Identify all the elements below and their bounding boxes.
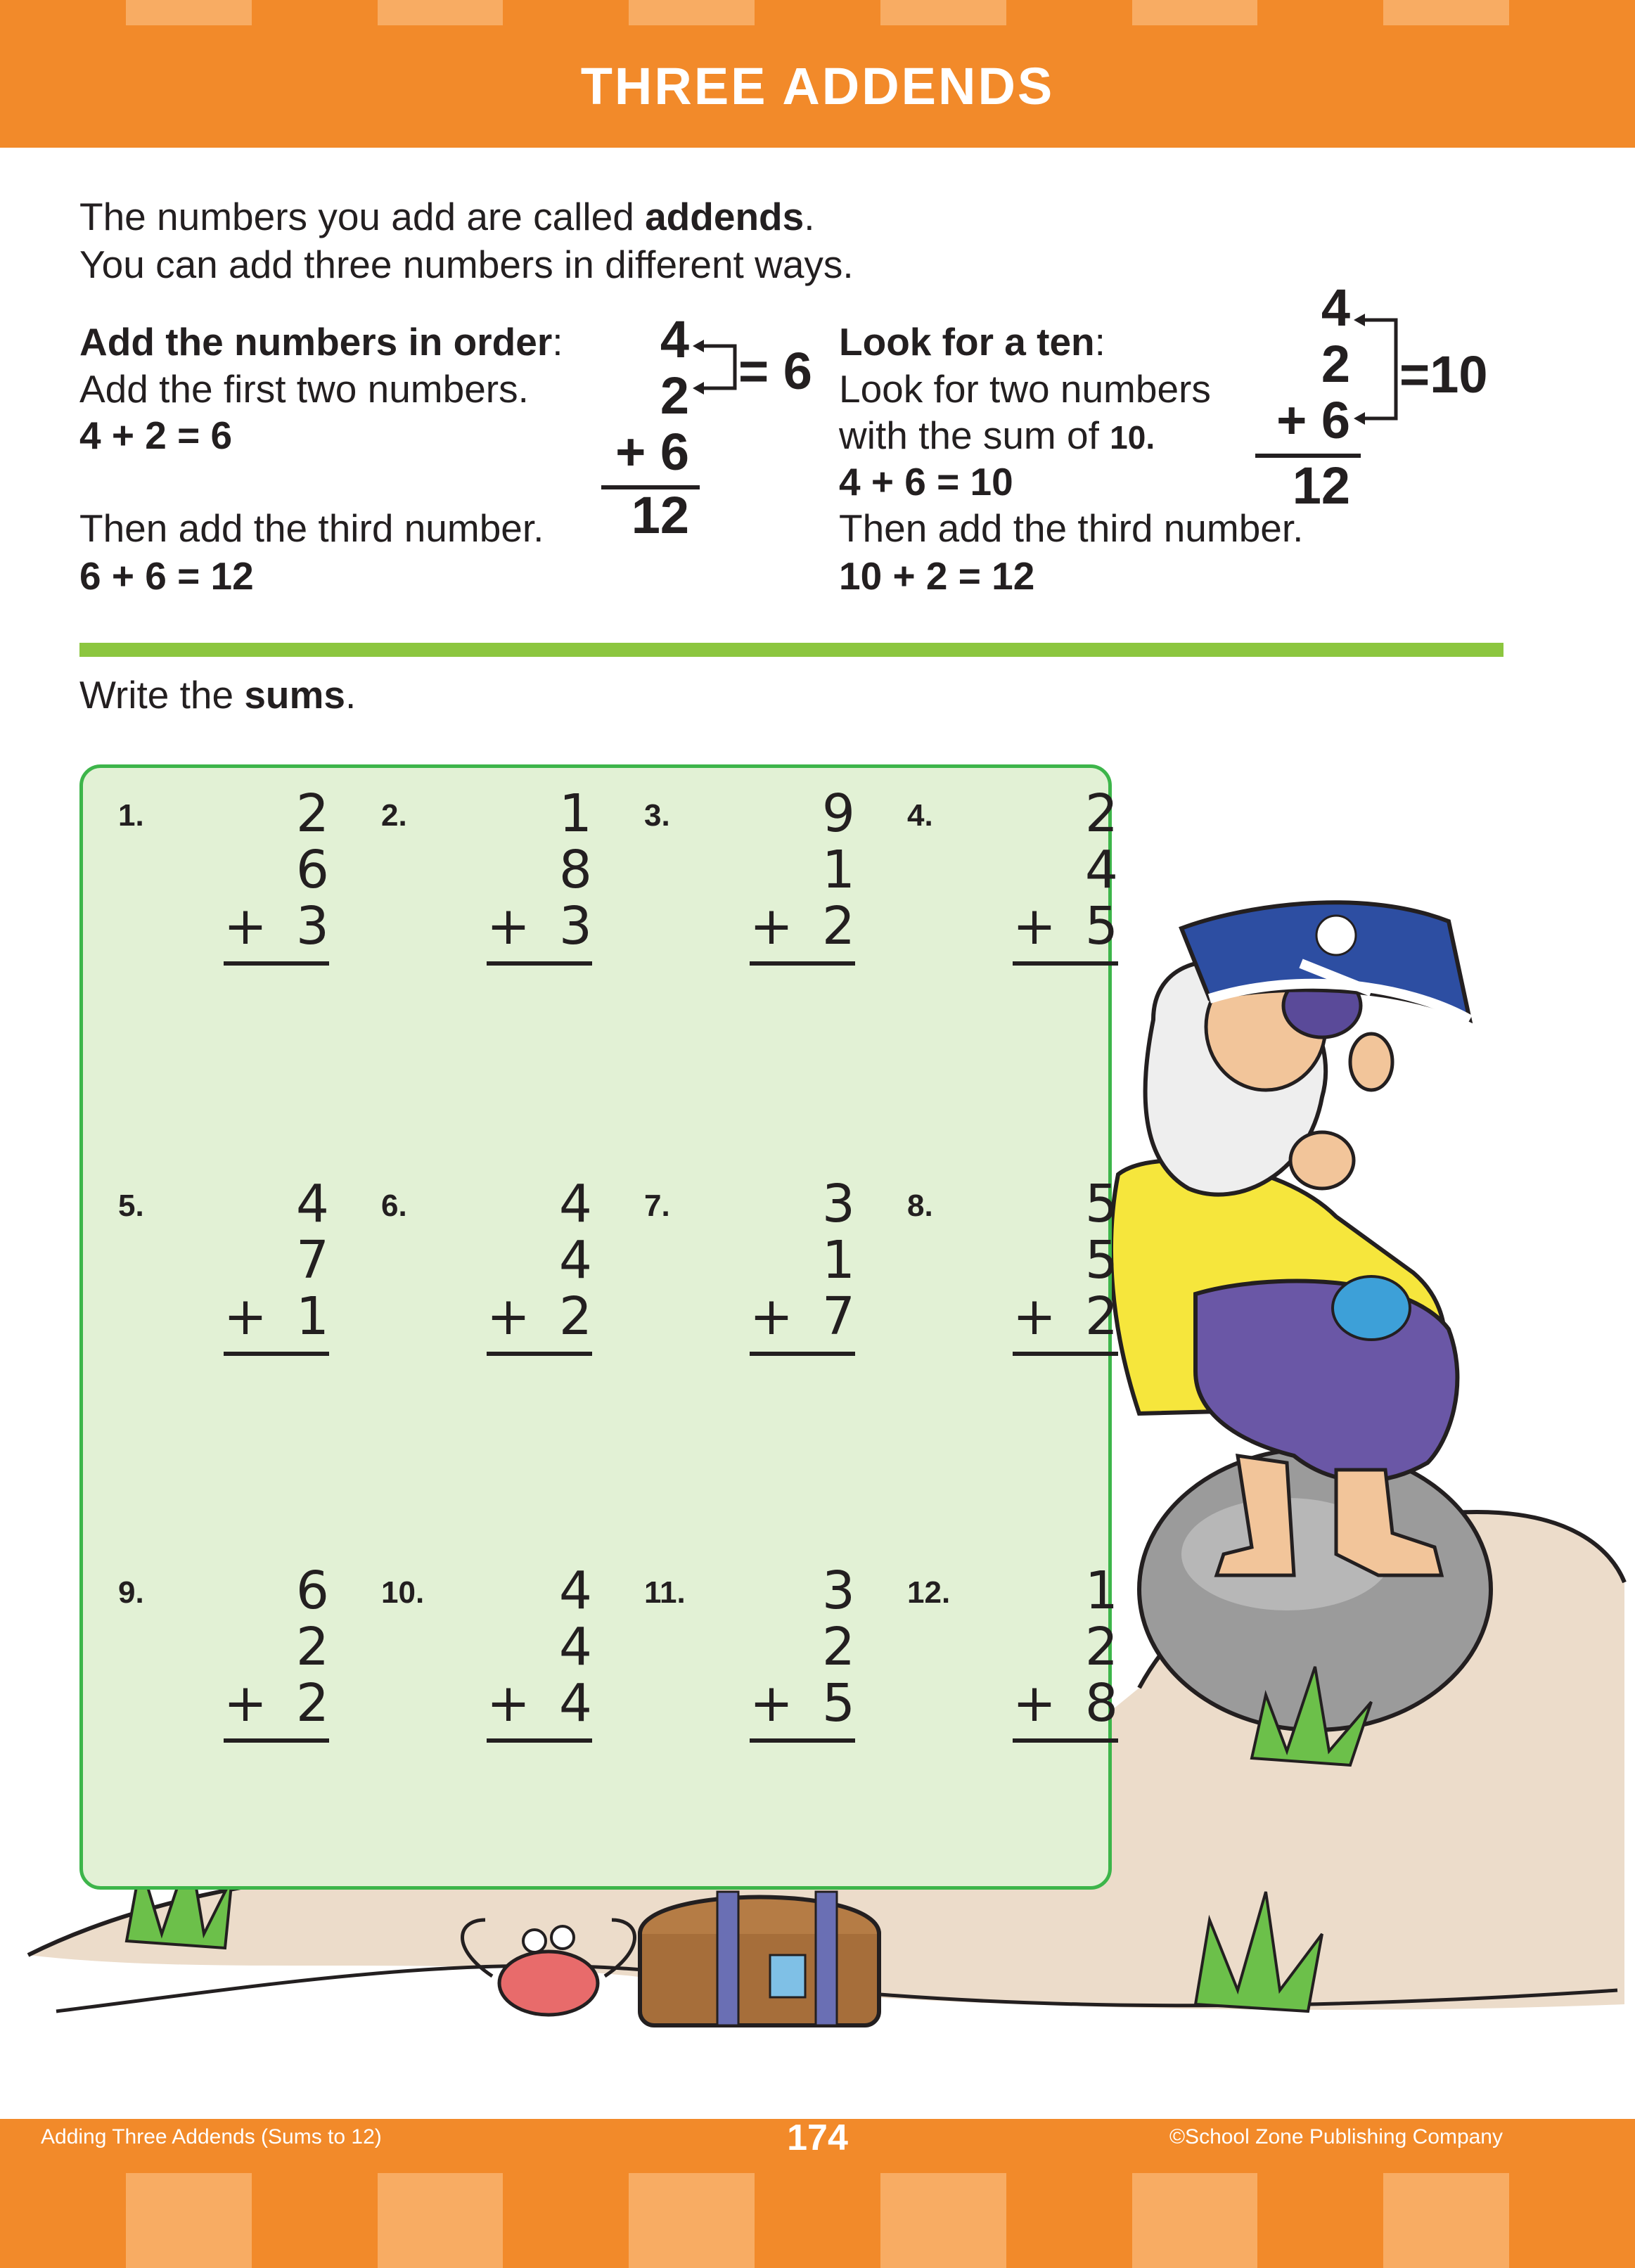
section-divider [79, 643, 1503, 657]
instructions: Write the sums. [79, 673, 357, 717]
ten-stack-1: 4 [1321, 278, 1350, 337]
problem-label: 6. [381, 1189, 407, 1223]
problem-2 [381, 783, 592, 997]
addend-1: 3 [821, 1561, 855, 1621]
checker-cell [755, 0, 880, 25]
addend-3-row [224, 898, 329, 954]
checker-cell [880, 0, 1006, 25]
method-order-eq-1: 4 + 2 = 6 [79, 414, 233, 457]
problem-12 [907, 1563, 1118, 1774]
problem-addends [750, 1561, 855, 1734]
problem-label: 4. [907, 798, 933, 833]
answer-line [487, 1738, 592, 1743]
addend-3-row [224, 1673, 329, 1734]
method-ten-line-3: Then add the third number. [839, 506, 1304, 550]
ten-bracket-result: =10 [1399, 345, 1488, 404]
answer-line [1013, 961, 1118, 966]
answer-line [750, 1352, 855, 1356]
addend-2: 4 [558, 1617, 592, 1677]
plus-sign: + [750, 1286, 794, 1347]
checker-cell [252, 0, 378, 25]
checker-cell [1383, 2173, 1509, 2268]
plus-sign: + [1013, 1286, 1057, 1347]
addend-1: 2 [295, 783, 329, 844]
checker-cell [378, 2173, 504, 2268]
method-ten-line-1: Look for two numbers [839, 367, 1211, 411]
problem-addends [1013, 1176, 1118, 1345]
addend-1: 1 [1084, 1561, 1118, 1621]
addend-1: 9 [821, 783, 855, 844]
addend-3: 2 [558, 1286, 592, 1347]
checker-cell [503, 0, 629, 25]
problem-label: 1. [118, 798, 144, 833]
order-bracket-result: = 6 [738, 342, 812, 400]
problem-addends [224, 1561, 329, 1734]
problem-addends [224, 1176, 329, 1345]
footer-checker [0, 2173, 1635, 2268]
method-order-eq-2: 6 + 6 = 12 [79, 554, 254, 598]
checker-cell [1257, 0, 1383, 25]
page-title: THREE ADDENDS [580, 57, 1055, 115]
addend-3-row [487, 1673, 592, 1734]
checker-cell [503, 2173, 629, 2268]
problem-9 [118, 1563, 329, 1774]
checker-cell [126, 2173, 252, 2268]
footer-left: Adding Three Addends (Sums to 12) [41, 2125, 382, 2148]
plus-sign: + [487, 1286, 531, 1347]
checker-cell [1257, 2173, 1383, 2268]
order-stack-1: 4 [660, 310, 689, 369]
checker-cell [629, 0, 755, 25]
addend-3-row [1013, 1673, 1118, 1734]
addend-2: 1 [821, 840, 855, 900]
problem-addends [224, 783, 329, 956]
addend-1: 4 [558, 1174, 592, 1234]
checker-cell [629, 2173, 755, 2268]
method-ten-eq-2: 10 + 2 = 12 [839, 554, 1035, 598]
problem-label: 10. [381, 1575, 425, 1610]
addend-3: 1 [295, 1286, 329, 1347]
method-ten-heading: Look for a ten: [839, 320, 1105, 364]
checker-cell [1509, 2173, 1635, 2268]
addend-3-row [750, 1673, 855, 1734]
plus-sign: + [224, 1673, 268, 1734]
checker-cell [1006, 0, 1132, 25]
problem-11 [644, 1563, 855, 1774]
checker-cell [1132, 0, 1258, 25]
addend-3: 2 [295, 1673, 329, 1734]
plus-sign: + [224, 1286, 268, 1347]
plus-sign: + [224, 896, 268, 956]
problem-addends [1013, 783, 1118, 956]
addend-3-row [750, 1288, 855, 1345]
ten-sum: 12 [1292, 456, 1350, 515]
addend-2: 4 [1084, 840, 1118, 900]
problem-1 [118, 783, 329, 997]
addend-1: 5 [1084, 1174, 1118, 1234]
addend-3-row [1013, 898, 1118, 954]
addend-3-row [750, 898, 855, 954]
problem-label: 2. [381, 798, 407, 833]
method-order-line-2: Then add the third number. [79, 506, 544, 550]
plus-sign: + [487, 1673, 531, 1734]
checker-cell [126, 0, 252, 25]
checker-cell [1006, 2173, 1132, 2268]
addend-1: 1 [558, 783, 592, 844]
problem-label: 11. [644, 1575, 686, 1610]
plus-sign: + [750, 896, 794, 956]
header-checker [0, 0, 1635, 25]
problem-label: 9. [118, 1575, 144, 1610]
problem-label: 12. [907, 1575, 951, 1610]
problem-addends [487, 783, 592, 956]
answer-line [224, 1352, 329, 1356]
addend-1: 2 [1084, 783, 1118, 844]
addend-3: 5 [821, 1673, 855, 1734]
addend-3: 4 [558, 1673, 592, 1734]
method-order-heading: Add the numbers in order: [79, 320, 563, 364]
addend-1: 6 [295, 1561, 329, 1621]
problem-3 [644, 783, 855, 997]
problem-addends [750, 783, 855, 956]
method-ten-line-2: with the sum of 10. [839, 414, 1155, 457]
ten-stack-2: 2 [1321, 335, 1350, 393]
answer-line [487, 961, 592, 966]
checker-cell [1132, 2173, 1258, 2268]
plus-sign: + [1013, 1673, 1057, 1734]
intro-line-1: The numbers you add are called addends. [79, 195, 815, 238]
checker-cell [252, 2173, 378, 2268]
addend-3-row [1013, 1288, 1118, 1345]
problem-label: 7. [644, 1189, 670, 1223]
addend-2: 6 [295, 840, 329, 900]
checker-cell [755, 2173, 880, 2268]
problem-label: 5. [118, 1189, 144, 1223]
addend-2: 2 [821, 1617, 855, 1677]
checker-cell [378, 0, 504, 25]
problem-addends [487, 1561, 592, 1734]
addend-1: 4 [295, 1174, 329, 1234]
answer-line [487, 1352, 592, 1356]
plus-sign: + [1013, 896, 1057, 956]
problem-7 [644, 1176, 855, 1387]
page-number: 174 [787, 2118, 848, 2158]
addend-1: 4 [558, 1561, 592, 1621]
addend-3: 3 [295, 896, 329, 956]
addend-2: 2 [295, 1617, 329, 1677]
problem-8 [907, 1176, 1118, 1387]
problem-addends [750, 1176, 855, 1345]
addend-2: 5 [1084, 1230, 1118, 1290]
addend-2: 8 [558, 840, 592, 900]
checker-cell [0, 2173, 126, 2268]
problem-addends [1013, 1561, 1118, 1734]
answer-line [1013, 1738, 1118, 1743]
intro-line-2: You can add three numbers in different ways. [79, 243, 854, 286]
order-sum: 12 [631, 486, 689, 544]
addend-1: 3 [821, 1174, 855, 1234]
plus-sign: + [487, 896, 531, 956]
problem-4 [907, 783, 1118, 997]
addend-3: 7 [821, 1286, 855, 1347]
answer-line [224, 961, 329, 966]
checker-cell [880, 2173, 1006, 2268]
problem-label: 3. [644, 798, 670, 833]
addend-3: 5 [1084, 896, 1118, 956]
addend-3: 3 [558, 896, 592, 956]
answer-line [750, 961, 855, 966]
footer-right: ©School Zone Publishing Company [1169, 2125, 1503, 2148]
addend-3-row [487, 1288, 592, 1345]
plus-sign: + [750, 1673, 794, 1734]
answer-line [750, 1738, 855, 1743]
order-stack-3: + 6 [615, 423, 689, 481]
answer-line [224, 1738, 329, 1743]
addend-2: 7 [295, 1230, 329, 1290]
addend-2: 4 [558, 1230, 592, 1290]
addend-2: 2 [1084, 1617, 1118, 1677]
addend-3: 8 [1084, 1673, 1118, 1734]
problem-addends [487, 1176, 592, 1345]
ten-stack-3: + 6 [1276, 391, 1350, 449]
addend-3: 2 [821, 896, 855, 956]
problem-6 [381, 1176, 592, 1387]
problems-box [79, 764, 1118, 1890]
addend-2: 1 [821, 1230, 855, 1290]
addend-3-row [487, 898, 592, 954]
treasure-chest [640, 1892, 879, 2025]
problem-5 [118, 1176, 329, 1387]
answer-line [1013, 1352, 1118, 1356]
order-stack-2: 2 [660, 366, 689, 425]
problem-10 [381, 1563, 592, 1774]
checker-cell [1383, 0, 1509, 25]
checker-cell [0, 0, 126, 25]
problem-label: 8. [907, 1189, 933, 1223]
method-order-line-1: Add the first two numbers. [79, 367, 529, 411]
method-ten-eq-1: 4 + 6 = 10 [839, 460, 1013, 504]
addend-3: 2 [1084, 1286, 1118, 1347]
checker-cell [1509, 0, 1635, 25]
addend-3-row [224, 1288, 329, 1345]
